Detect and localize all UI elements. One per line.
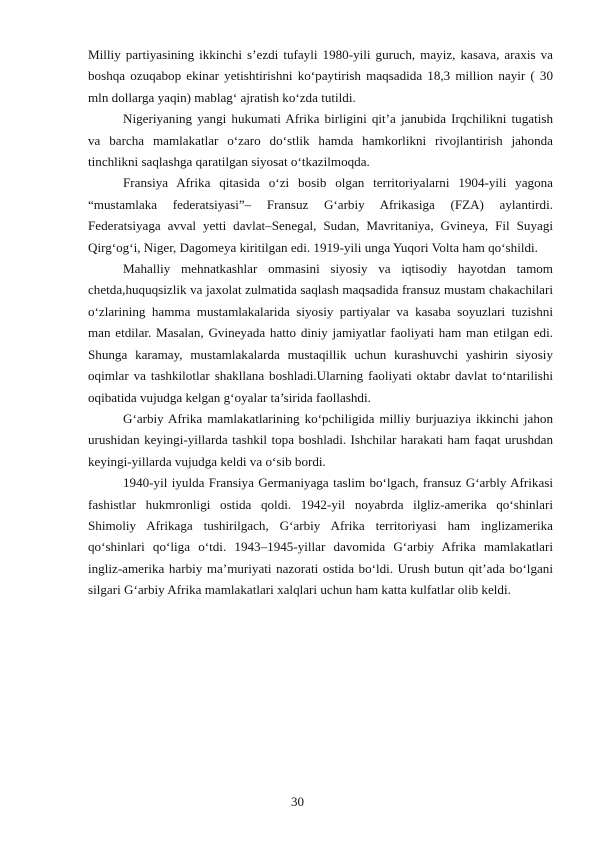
paragraph-3: Fransiya Afrika qitasida o‘zi bosib olgan territoriyalarni 1904-yili yagona “mustamlaka federatsiyasi”– Fransuz G‘arbiy Afrikasiga (FZA) aylantirdi. Federatsiyaga avval yetti davlat–Senegal, Sudan, Mavritaniya, Gvineya, Fil Suyagi Qirg‘og‘i, Niger, Dagomeya kiritilgan edi. 1919-yili unga Yuqori Volta ham qo‘shildi.	[88, 175, 553, 255]
page-number: 30	[291, 794, 304, 809]
paragraph-5: G‘arbiy Afrika mamlakatlarining ko‘pchiligida milliy burjuaziya ikkinchi jahon urushidan keyingi-yillarda tashkil topa boshladi. Ishchilar harakati ham faqat urushdan keyingi-yillarda vujudga keldi va o‘sib bordi.	[88, 410, 553, 469]
paragraph-1: Milliy partiyasining ikkinchi s’ezdi tufayli 1980-yili guruch, mayiz, kasava, araxis va boshqa ozuqabop ekinar yetishtirishni ko‘paytirish maqsadida 18,3 million nayir ( 30 mln dollarga yaqin) mablag‘ ajratish ko‘zda tutildi.	[88, 47, 553, 105]
document-body	[88, 44, 553, 601]
paragraph-6: 1940-yil iyulda Fransiya Germaniyaga taslim bo‘lgach, fransuz G‘arbly Afrikasi fashistlar hukmronligi ostida qoldi. 1942-yil noyabrda ilgliz-amerika qo‘shinlari Shimoliy Afrikaga tushirilgach, G‘arbiy Afrika territoriyasi ham inglizamerika qo‘shinlari qo‘liga o‘tdi. 1943–1945-yillar davomida G‘arbiy Afrika mamlakatlari ingliz-amerika harbiy ma’muriyati nazorati ostida bo‘ldi. Urush butun qit’ada bo‘lgani silgari G‘arbiy Afrika mamlakatlari xalqlari uchun ham katta kulfatlar olib keldi.	[88, 475, 553, 598]
paragraph-2: Nigeriyaning yangi hukumati Afrika birligini qit’a janubida Irqchilikni tugatish va barcha mamlakatlar o‘zaro do‘stlik hamda hamkorlikni rivojlantirish jahonda tinchlikni saqlashga qaratilgan siyosat o‘tkazilmoqda.	[88, 111, 553, 170]
paragraph-4: Mahalliy mehnatkashlar ommasini siyosiy va iqtisodiy hayotdan tamom chetda,huquqsizlik va jaxolat zulmatida saqlash maqsadida fransuz mustam chakachilari o‘zlarining hamma mustamlakalarida siyosiy partiyalar va kasaba soyuzlari tuzishni man etdilar. Masalan, Gvineyada hatto diniy jamiyatlar faoliyati ham man etilgan edi. Shunga karamay, mustamlakalarda mustaqillik uchun kurashuvchi yashirin siyosiy oqimlar va tashkilotlar shakllana boshladi.Ularning faoliyati oktabr davlat to‘ntarilishi oqibatida vujudga kelgan g‘oyalar ta’sirida faollashdi.	[88, 261, 553, 405]
